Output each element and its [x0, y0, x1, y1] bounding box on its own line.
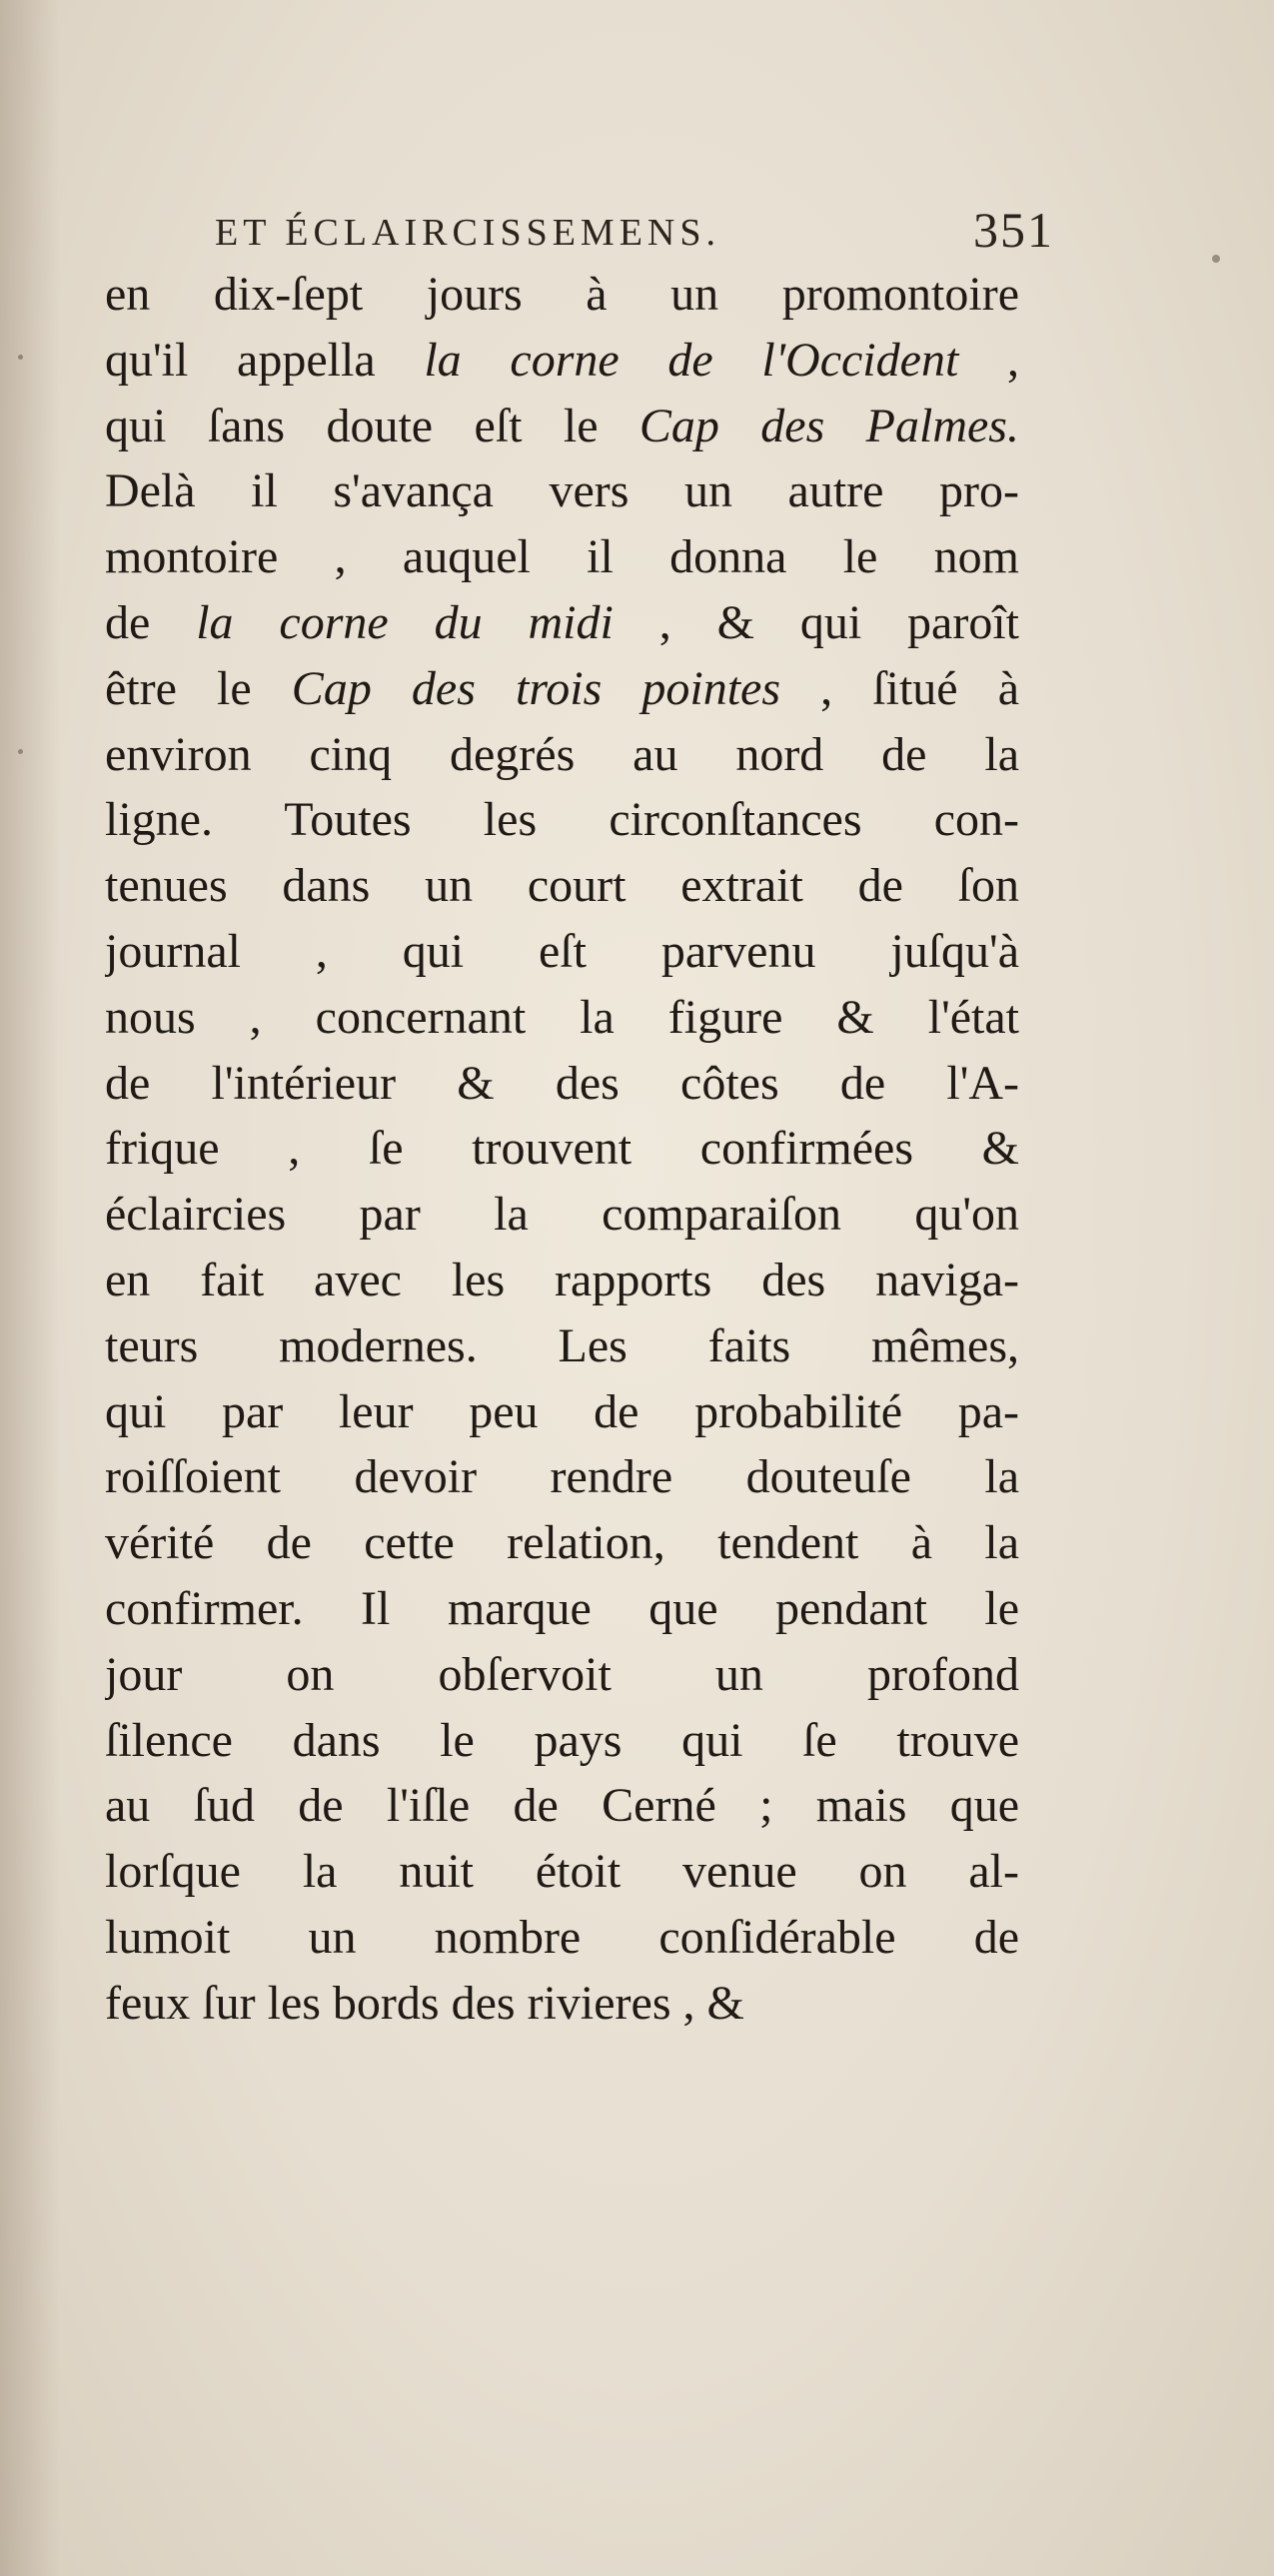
text-line: de la corne du midi , & qui paroît: [105, 595, 1019, 649]
running-head: [215, 202, 1054, 265]
text-line: qui par leur peu de probabilité pa-: [105, 1384, 1019, 1438]
text-line: au ſud de l'iſle de Cerné ; mais que: [105, 1779, 1019, 1833]
text-line: journal , qui eſt parvenu juſqu'à: [105, 924, 1019, 978]
text-line: environ cinq degrés au nord de la: [105, 727, 1019, 781]
text-line: qui ſans doute eſt le Cap des Palmes.: [105, 399, 1019, 452]
text-line: Delà il s'avança vers un autre pro-: [105, 464, 1019, 518]
text-line: frique , ſe trouvent confirmées &: [105, 1122, 1019, 1176]
text-line: jour on obſervoit un profond: [105, 1647, 1019, 1701]
running-title: ET ÉCLAIRCISSEMENS.: [215, 212, 721, 254]
body-text: [105, 262, 1019, 2037]
text-line: lumoit un nombre conſidérable de: [105, 1910, 1019, 1964]
text-line: en fait avec les rapports des naviga-: [105, 1253, 1019, 1306]
text-line: de l'intérieur & des côtes de l'A-: [105, 1056, 1019, 1110]
text-line: tenues dans un court extrait de ſon: [105, 859, 1019, 913]
text-line: teurs modernes. Les faits mêmes,: [105, 1318, 1019, 1372]
text-line: nous , concernant la figure & l'état: [105, 990, 1019, 1044]
text-line: vérité de cette relation, tendent à la: [105, 1516, 1019, 1570]
text-line: confirmer. Il marque que pendant le: [105, 1581, 1019, 1635]
text-line: lorſque la nuit étoit venue on al-: [105, 1845, 1019, 1899]
text-line: ligne. Toutes les circonſtances con-: [105, 793, 1019, 847]
text-line: feux ſur les bords des rivieres , &: [105, 1976, 744, 2030]
ink-speck: [18, 749, 23, 754]
text-line: roiſſoient devoir rendre douteuſe la: [105, 1450, 1019, 1504]
page-number: 351: [973, 202, 1054, 258]
text-line: éclaircies par la comparaiſon qu'on: [105, 1188, 1019, 1242]
text-line: montoire , auquel il donna le nom: [105, 530, 1019, 584]
ink-speck: [1212, 255, 1220, 263]
text-line: qu'il appella la corne de l'Occident ,: [105, 333, 1019, 387]
text-line: en dix-ſept jours à un promontoire: [105, 268, 1019, 321]
text-line: être le Cap des trois pointes , ſitué à: [105, 661, 1019, 715]
text-line: ſilence dans le pays qui ſe trouve: [105, 1713, 1019, 1767]
spine-shadow: [0, 0, 60, 2576]
ink-speck: [18, 355, 23, 360]
